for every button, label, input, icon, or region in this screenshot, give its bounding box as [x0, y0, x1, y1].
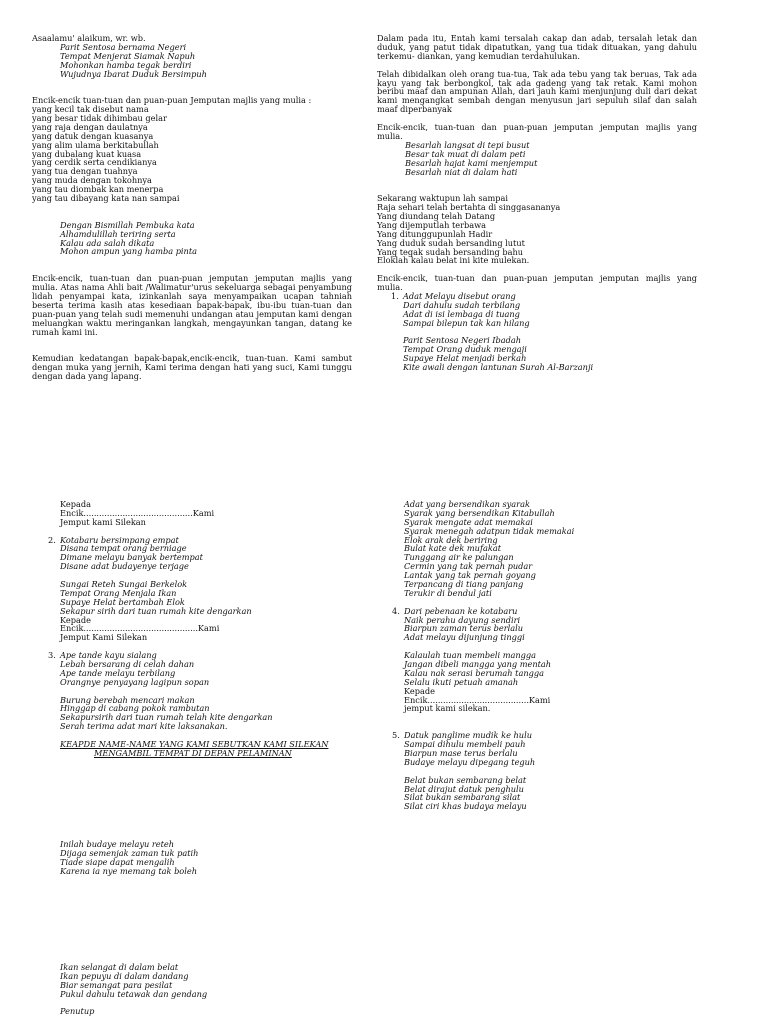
paragraph-reception: Kemudian kedatangan bapak-bapak,encik-encik, tuan-tuan. Kami sambut dengan muka yang jernih, Kami terima dengan hati yang suci, Kami tunggu dengan dada yang lapang. — [32, 353, 352, 381]
intro-text: Encik-encik tuan-tuan dan puan-puan Jemputan majlis yang mulia : — [32, 95, 312, 106]
item-4-number: 4. — [392, 605, 400, 616]
item-3-number: 3. — [48, 650, 56, 661]
col1-pantun-selangat: Ikan selangat di dalam belat Ikan pepuyu di dalam dandang Biar semangat para pesilat Pukul dahulu tetawak dan gendang Penutup — [60, 963, 380, 1016]
item-5-number: 5. — [392, 730, 400, 741]
col2-top — [377, 34, 697, 372]
paragraph-address: Encik-encik, tuan-tuan dan puan-puan jemputan jemputan majlis yang mulia. — [377, 122, 697, 141]
paragraph-welcome: Encik-encik, tuan-tuan dan puan-puan jemputan jemputan majlis yang mulia. Atas nama Ahli bait /Walimatur'urus sekeluarga sebagai penyambung lidah penyampai kata, izinkanlah saya menyampaikan ucapan tahniah beserta terima kasih atas kesediaan bapak-bapak, ibu-ibu tuan-tuan dan puan-puan yang telah sudi memenuhi undangan atau jemputan kami dengan meluangkan waktu meringankan langkah, mengayunkan tangan, datang ke rumah kami ini. — [32, 273, 352, 337]
kepada-block-1: Kepada Encik..........................................Kami Jemput kami Silekan — [60, 499, 215, 527]
guest-list: yang kecil tak disebut nama yang besar tidak dihimbau gelar yang raja dengan daulatnya yang datuk dengan kuasanya yang alim ulama berkitabullah yang dubalang kuat kuasa yang cerdik serta cendikianya yang tua dengan tuahnya yang muda dengan tokohnya yang tau diombak kan menerpa yang tau dibayang kata nan sampai — [32, 104, 180, 204]
paragraph-address-2: Encik-encik, tuan-tuan dan puan-puan jemputan jemputan majlis yang mulia. — [377, 273, 697, 293]
item-5: 5. Datuk panglime mudik ke hulu Sampai dihulu membeli pauh Biarpun mase terus berlalu Budaye melayu dipegang teguh Belat bukan sembarang belat Belat dirajut datuk penghulu Silat bukan sembarang silat Silat ciri khas budaya melayu — [392, 730, 536, 812]
col1-top — [32, 34, 352, 381]
kepada-block-3: Kepade Encik.......................................Kami jemput kami silekan. — [404, 685, 551, 714]
item-2-number: 2. — [48, 534, 56, 545]
heading-pelaminan: KEAPDE NAME-NAME YANG KAMI SEBUTKAN KAMI SILEKAN MENGAMBIL TEMPAT DI DEPAN PELAMINAN — [60, 739, 329, 758]
pantun-adat: Adat yang bersendikan syarak Syarak yang bersendikan Kitabullah Syarak mengate adat memakai Syarak menegah adatpun tidak memakai Elok arak dek beriring Bulat kate dek mufakat Tunggang air ke palungan Cermin yang tak pernah pudar Lantak yang tak pernah goyang Terpancang di tiang panjang Terukir di bendul jati — [404, 499, 575, 598]
ceremony-list: Sekarang waktupun lah sampai Raja sehari telah bertahta di singgasananya Yang diundang telah Datang Yang dijemputlah terbawa Yang ditunggupunlah Hadir Yang duduk sudah bersanding lutut Yang tegak sudah bersanding bahu Eloklah kalau belat ini kite mulekan. — [377, 193, 561, 266]
item-2: 2. Kotabaru bersimpang empat Disana tempat orang berniage Dimane melayu banyak bertempat Disane adat budayenye terjage Sungai Reteh Sungai Berkelok Tempat Orang Menjala Ikan Supaye Helat bertambah Elok Sekapur sirih dari tuan rumah kite dengarkan — [48, 534, 252, 616]
kepada-block-2: Kepade Encik............................................Kami Jemput Kami Silekan — [60, 614, 220, 643]
col1-pantun-reteh: Inilah budaye melayu reteh Dijaga semenjak zaman tuk patih Tiade siape dapat mengalih Karena ia nye memang tak boleh — [60, 839, 199, 876]
item-3: 3. Ape tande kayu sialang Lebah bersarang di celah dahan Ape tande melayu terbilang Orangnye penyayang lagipun sopan Burung berebah mencari makan Hinggap di cabang pokok rambutan Sekapursirih dari tuan rumah telah kite dengarkan Serah terima adat mari kite laksanakan. — [48, 650, 273, 732]
paragraph-proverb: Telah dibidalkan oleh orang tua-tua, Tak ada tebu yang tak beruas, Tak ada kayu yang tak berbongkol, tak ada gadeng yang tak retak. Kami mohon beribu maaf dan ampunan Allah, dari jauh kami menjunjung duli dari dekat kami mengangkat sembah dengan menyusun jari sepuluh silaf dan salah maaf diperbanyak — [377, 68, 697, 115]
item-1: 1. Adat Melayu disebut orang Dari dahulu sudah terbilang Adat di isi lembaga di tuang Sampai bilepun tak kan hilang Parit Sentosa Negeri Ibadah Tempat Orang duduk mengaji Supaye Helat menjadi berkah Kite awali dengan lantunan Surah Al-Barzanji — [391, 291, 594, 373]
item-4: 4. Dari pebenaan ke kotabaru Naik perahu dayung sendiri Biarpun zaman terus berlalu Adat melayu dijunjung tinggi Kalaulah tuan membeli mangga Jangan dibeli mangga yang mentah Kalau nak serasi berumah tangga Selalu ikuti petuah amanah — [392, 605, 552, 687]
col2-bottom — [392, 500, 752, 811]
pantun-langsat: Besarlah langsat di tepi busut Besar tak muat di dalam peti Besarlah hajat kami menjemput Besarlah niat di dalam hati — [405, 139, 538, 177]
pantun-bismillah: Dengan Bismillah Pembuka kata Alhamdulillah teriring serta Kalau ada salah dikata Mohon ampun yang hamba pinta — [60, 219, 197, 257]
pantun-opening: Parit Sentosa bernama Negeri Tempat Menjerat Siamak Napuh Mohonkan hamba tegak berdiri Wujudnya Ibarat Duduk Bersimpuh — [60, 41, 207, 79]
greeting: Asaalamu' alaikum, wr. wb. — [32, 33, 146, 43]
penutup-label: Penutup — [60, 1006, 95, 1017]
paragraph-apology: Dalam pada itu, Entah kami tersalah cakap dan adab, tersalah letak dan duduk, yang patut tidak dipatutkan, yang tua tidak dituakan, yang dahulu terkemu- diankan, yang kemudian terdahulukan. — [377, 33, 697, 61]
col1-bottom — [48, 500, 368, 758]
item-1-number: 1. — [391, 291, 399, 302]
